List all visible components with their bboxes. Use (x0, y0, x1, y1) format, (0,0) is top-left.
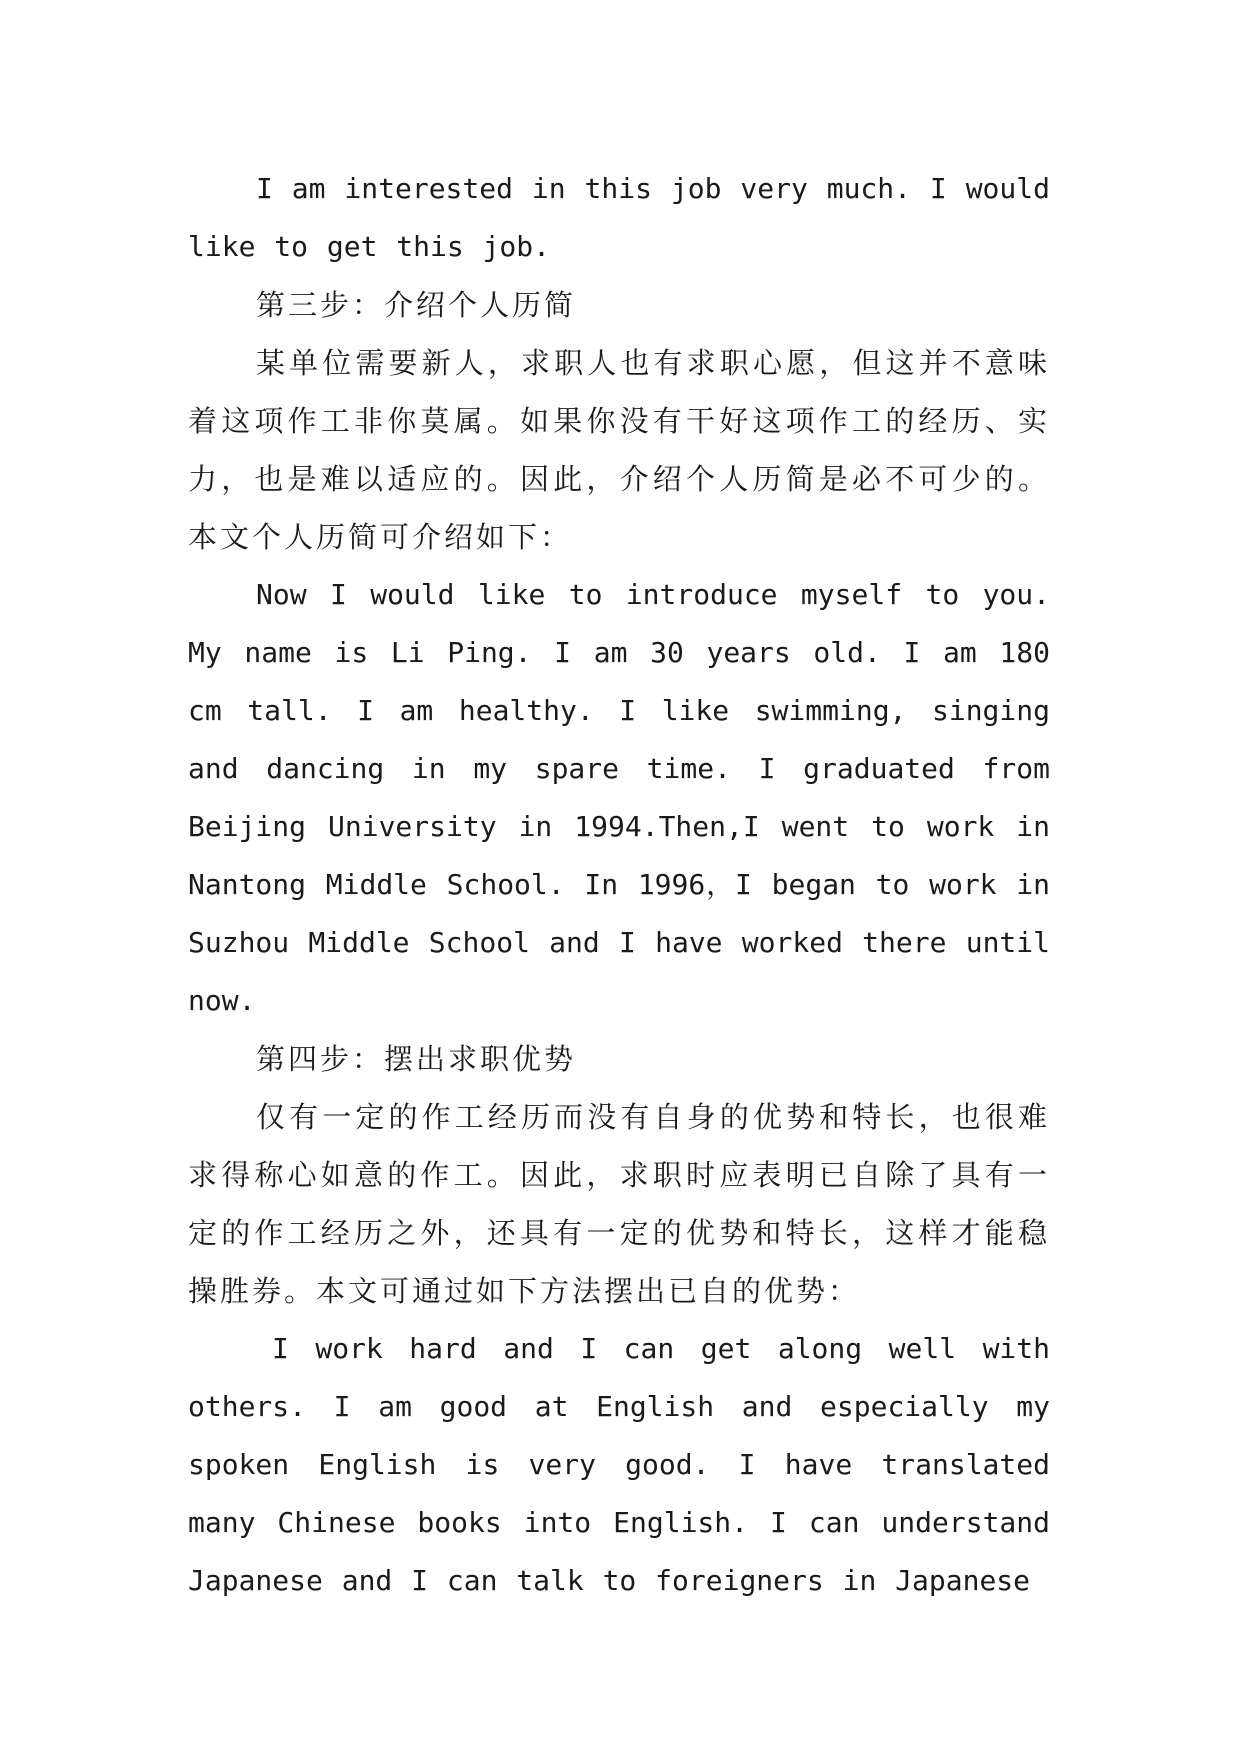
paragraph-advantages-intro: 仅有一定的作工经历而没有自身的优势和特长，也很难求得称心如意的作工。因此，求职时应表明已自除了具有一定的作工经历之外，还具有一定的优势和特长，这样才能稳操胜券。本文可通过如下方法摆出已自的优势： (188, 1100, 1050, 1308)
paragraph-job-interest: I am interested in this job very much. I would like to get this job. (188, 172, 1050, 263)
heading-step-three: 第三步：介绍个人历简 (256, 288, 577, 322)
document-page (188, 160, 1050, 1610)
paragraph-advantages: I work hard and I can get along well with others. I am good at English and especially my spoken English is very good. I have translated many Chinese books into English. I can understand Japanese and I can talk to foreigners in Japanese (188, 1332, 1050, 1597)
heading-step-four: 第四步：摆出求职优势 (256, 1042, 577, 1076)
paragraph-self-introduction: Now I would like to introduce myself to you. My name is Li Ping. I am 30 years old. I am 180 cm tall. I am healthy. I like swimming, singing and dancing in my spare time. I graduated from Beijing University in 1994.Then,I went to work in Nantong Middle School. In 1996，I began to work in Suzhou Middle School and I have worked there until now. (188, 578, 1050, 1017)
paragraph-resume-intro: 某单位需要新人，求职人也有求职心愿，但这并不意味着这项作工非你莫属。如果你没有干好这项作工的经历、实力，也是难以适应的。因此，介绍个人历简是必不可少的。本文个人历简可介绍如下： (188, 346, 1050, 554)
